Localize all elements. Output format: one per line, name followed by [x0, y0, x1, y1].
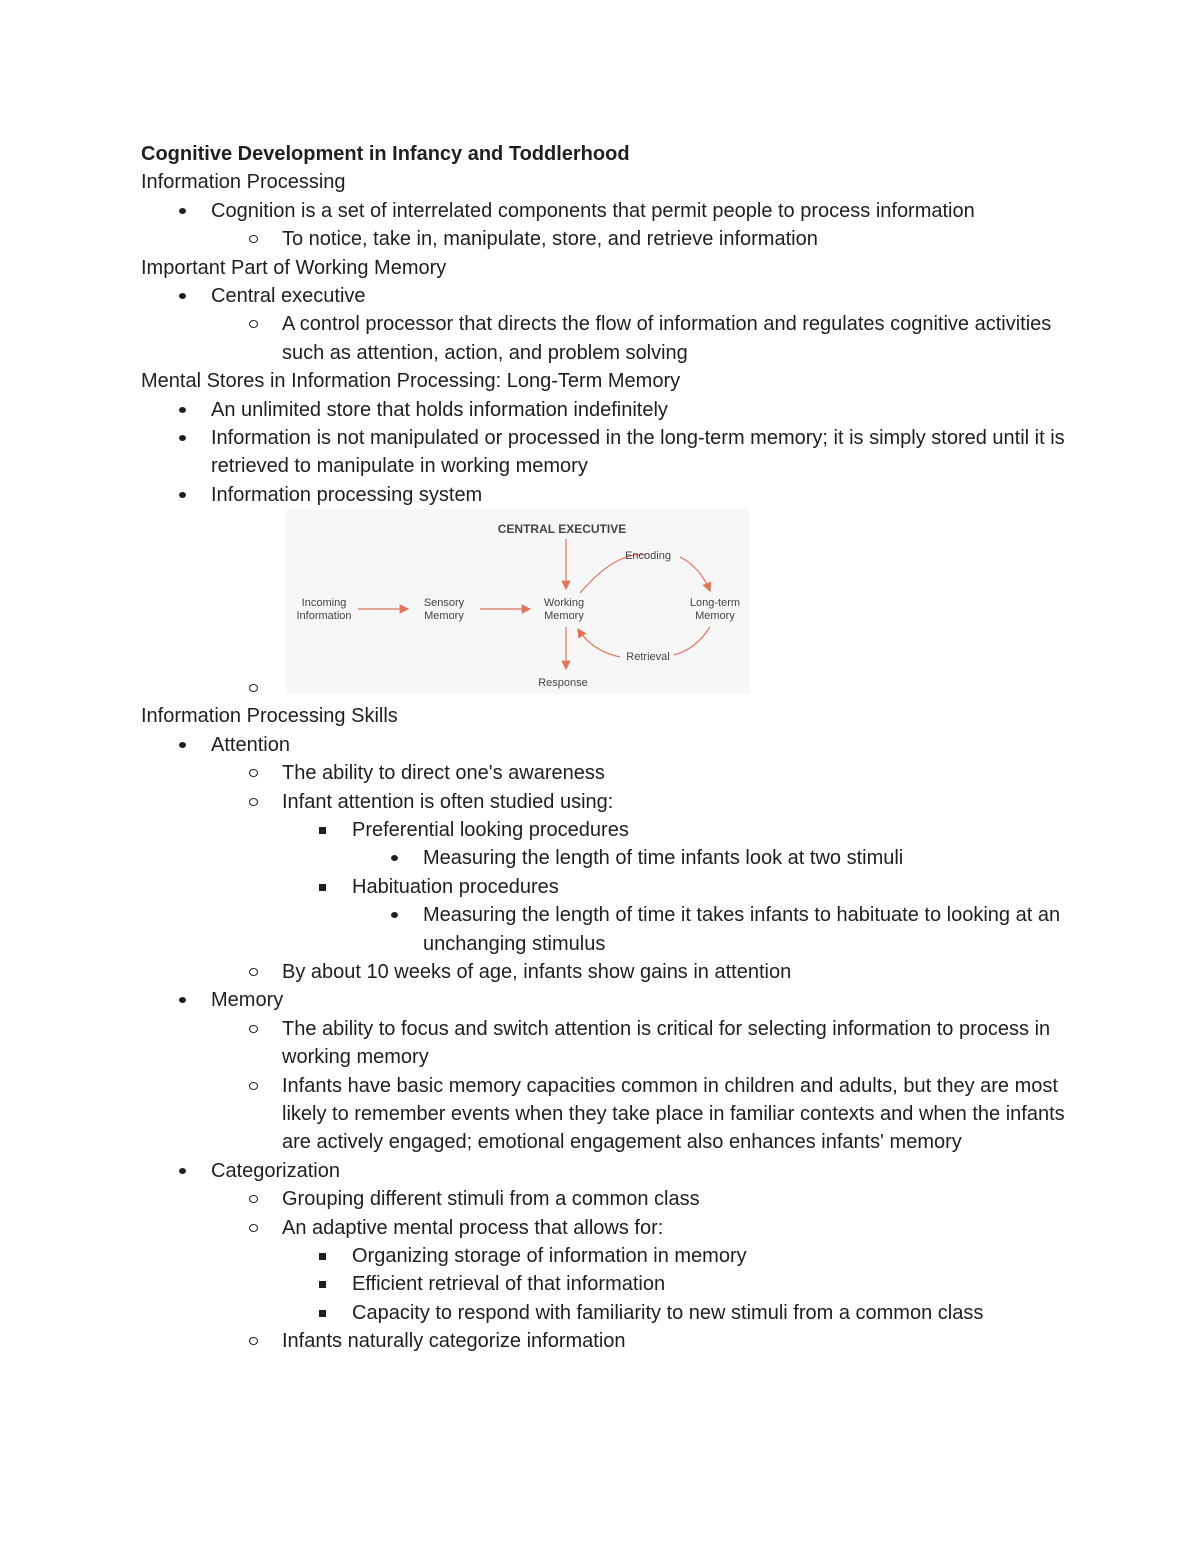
- arrow-encoding-head: [680, 557, 710, 591]
- list-item-text: Infants have basic memory capacities common in children and adults, but they are most likely to remember events when they take place in familiar contexts and when the infants are actively engaged; emotional engagement also enhances infants' memory: [282, 1074, 1065, 1154]
- list-item-text: Habituation procedures: [352, 875, 559, 898]
- diagram-incoming-1: Incoming: [301, 597, 347, 610]
- list-item-text: By about 10 weeks of age, infants show gains in attention: [282, 960, 792, 983]
- list-item: [141, 873, 1071, 901]
- heading-working-memory: Important Part of Working Memory: [141, 256, 447, 279]
- list-item: [141, 958, 1071, 986]
- heading-processing-skills: Information Processing Skills: [141, 705, 398, 728]
- list-item-text: Memory: [211, 989, 284, 1012]
- list-item-text: Measuring the length of time infants look at two stimuli: [423, 847, 904, 870]
- list-item-text: Capacity to respond with familiarity to new stimuli from a common class: [352, 1301, 984, 1324]
- list-item: [141, 1185, 1071, 1213]
- list-item-text: To notice, take in, manipulate, store, and retrieve information: [282, 228, 818, 251]
- diagram-incoming-2: Information: [296, 610, 352, 623]
- diagram-retrieval: Retrieval: [626, 651, 670, 664]
- arrow-retrieval-head: [578, 629, 620, 657]
- diagram-longterm-2: Memory: [695, 610, 735, 623]
- list-item: [141, 816, 1071, 844]
- list-long-term-memory: [141, 396, 1071, 703]
- list-item-text: Infants naturally categorize information: [282, 1330, 626, 1353]
- list-item: [141, 1157, 1071, 1185]
- list-item: [141, 1015, 1071, 1072]
- list-item-text: Cognition is a set of interrelated components that permit people to process information: [211, 199, 975, 222]
- list-item: [141, 1242, 1071, 1270]
- information-processing-diagram: [286, 509, 749, 694]
- list-item-text: An unlimited store that holds information indefinitely: [211, 398, 668, 421]
- list-item: [141, 844, 1071, 872]
- list-item: [141, 1327, 1071, 1355]
- document-body: [141, 140, 1071, 1356]
- heading-long-term-memory: Mental Stores in Information Processing: Long-Term Memory: [141, 370, 681, 393]
- heading-information-processing: Information Processing: [141, 171, 346, 194]
- diagram-working-2: Memory: [544, 610, 584, 623]
- list-item: [141, 197, 1071, 225]
- list-information-processing: [141, 197, 1071, 254]
- list-item: [141, 731, 1071, 759]
- diagram-response: Response: [538, 677, 588, 690]
- list-item: [141, 396, 1071, 424]
- list-item: [141, 901, 1071, 958]
- list-item: [141, 282, 1071, 310]
- list-item: [141, 1072, 1071, 1157]
- list-item-text: Categorization: [211, 1159, 340, 1182]
- list-item-text: The ability to direct one's awareness: [282, 762, 605, 785]
- document-title: Cognitive Development in Infancy and Toddlerhood: [141, 143, 630, 165]
- diagram-sensory-1: Sensory: [423, 597, 465, 610]
- diagram-sensory-2: Memory: [424, 610, 464, 623]
- list-item-text: Preferential looking procedures: [352, 818, 629, 841]
- list-item-text: Measuring the length of time it takes infants to habituate to looking at an unchanging stimulus: [423, 904, 1061, 955]
- list-item-text: Information is not manipulated or processed in the long-term memory; it is simply stored until it is retrieved to manipulate in working memory: [211, 427, 1065, 478]
- list-item-text: Organizing storage of information in memory: [352, 1245, 747, 1267]
- list-item: [141, 1270, 1071, 1298]
- list-working-memory: [141, 282, 1071, 367]
- list-item-text: Infant attention is often studied using:: [282, 790, 614, 813]
- list-item-text: Central executive: [211, 285, 366, 308]
- diagram-central-executive: CENTRAL EXECUTIVE: [497, 522, 627, 537]
- list-item: [141, 1299, 1071, 1327]
- list-item: [141, 424, 1071, 481]
- diagram-working-1: Working: [543, 597, 585, 610]
- arrow-retrieval: [674, 627, 710, 655]
- list-item-text: Efficient retrieval of that information: [352, 1273, 666, 1296]
- list-item: [141, 481, 1071, 509]
- list-item-text: Grouping different stimuli from a common class: [282, 1188, 700, 1211]
- list-item-text: Attention: [211, 733, 290, 756]
- list-item: [141, 225, 1071, 253]
- list-item: [141, 759, 1071, 787]
- list-processing-skills: [141, 731, 1071, 1356]
- diagram-encoding: Encoding: [625, 550, 671, 563]
- list-item-text: Information processing system: [211, 483, 483, 506]
- list-item-figure: [141, 509, 1071, 702]
- list-item-text: The ability to focus and switch attention is critical for selecting information to process in working memory: [282, 1017, 1051, 1069]
- list-item-text: A control processor that directs the flow of information and regulates cognitive activities such as attention, action, and problem solving: [282, 313, 1052, 364]
- list-item: [141, 986, 1071, 1014]
- diagram-longterm-1: Long-term: [689, 597, 741, 610]
- list-item: [141, 788, 1071, 816]
- list-item: [141, 310, 1071, 367]
- list-item-text: An adaptive mental process that allows for:: [282, 1216, 664, 1239]
- list-item: [141, 1214, 1071, 1242]
